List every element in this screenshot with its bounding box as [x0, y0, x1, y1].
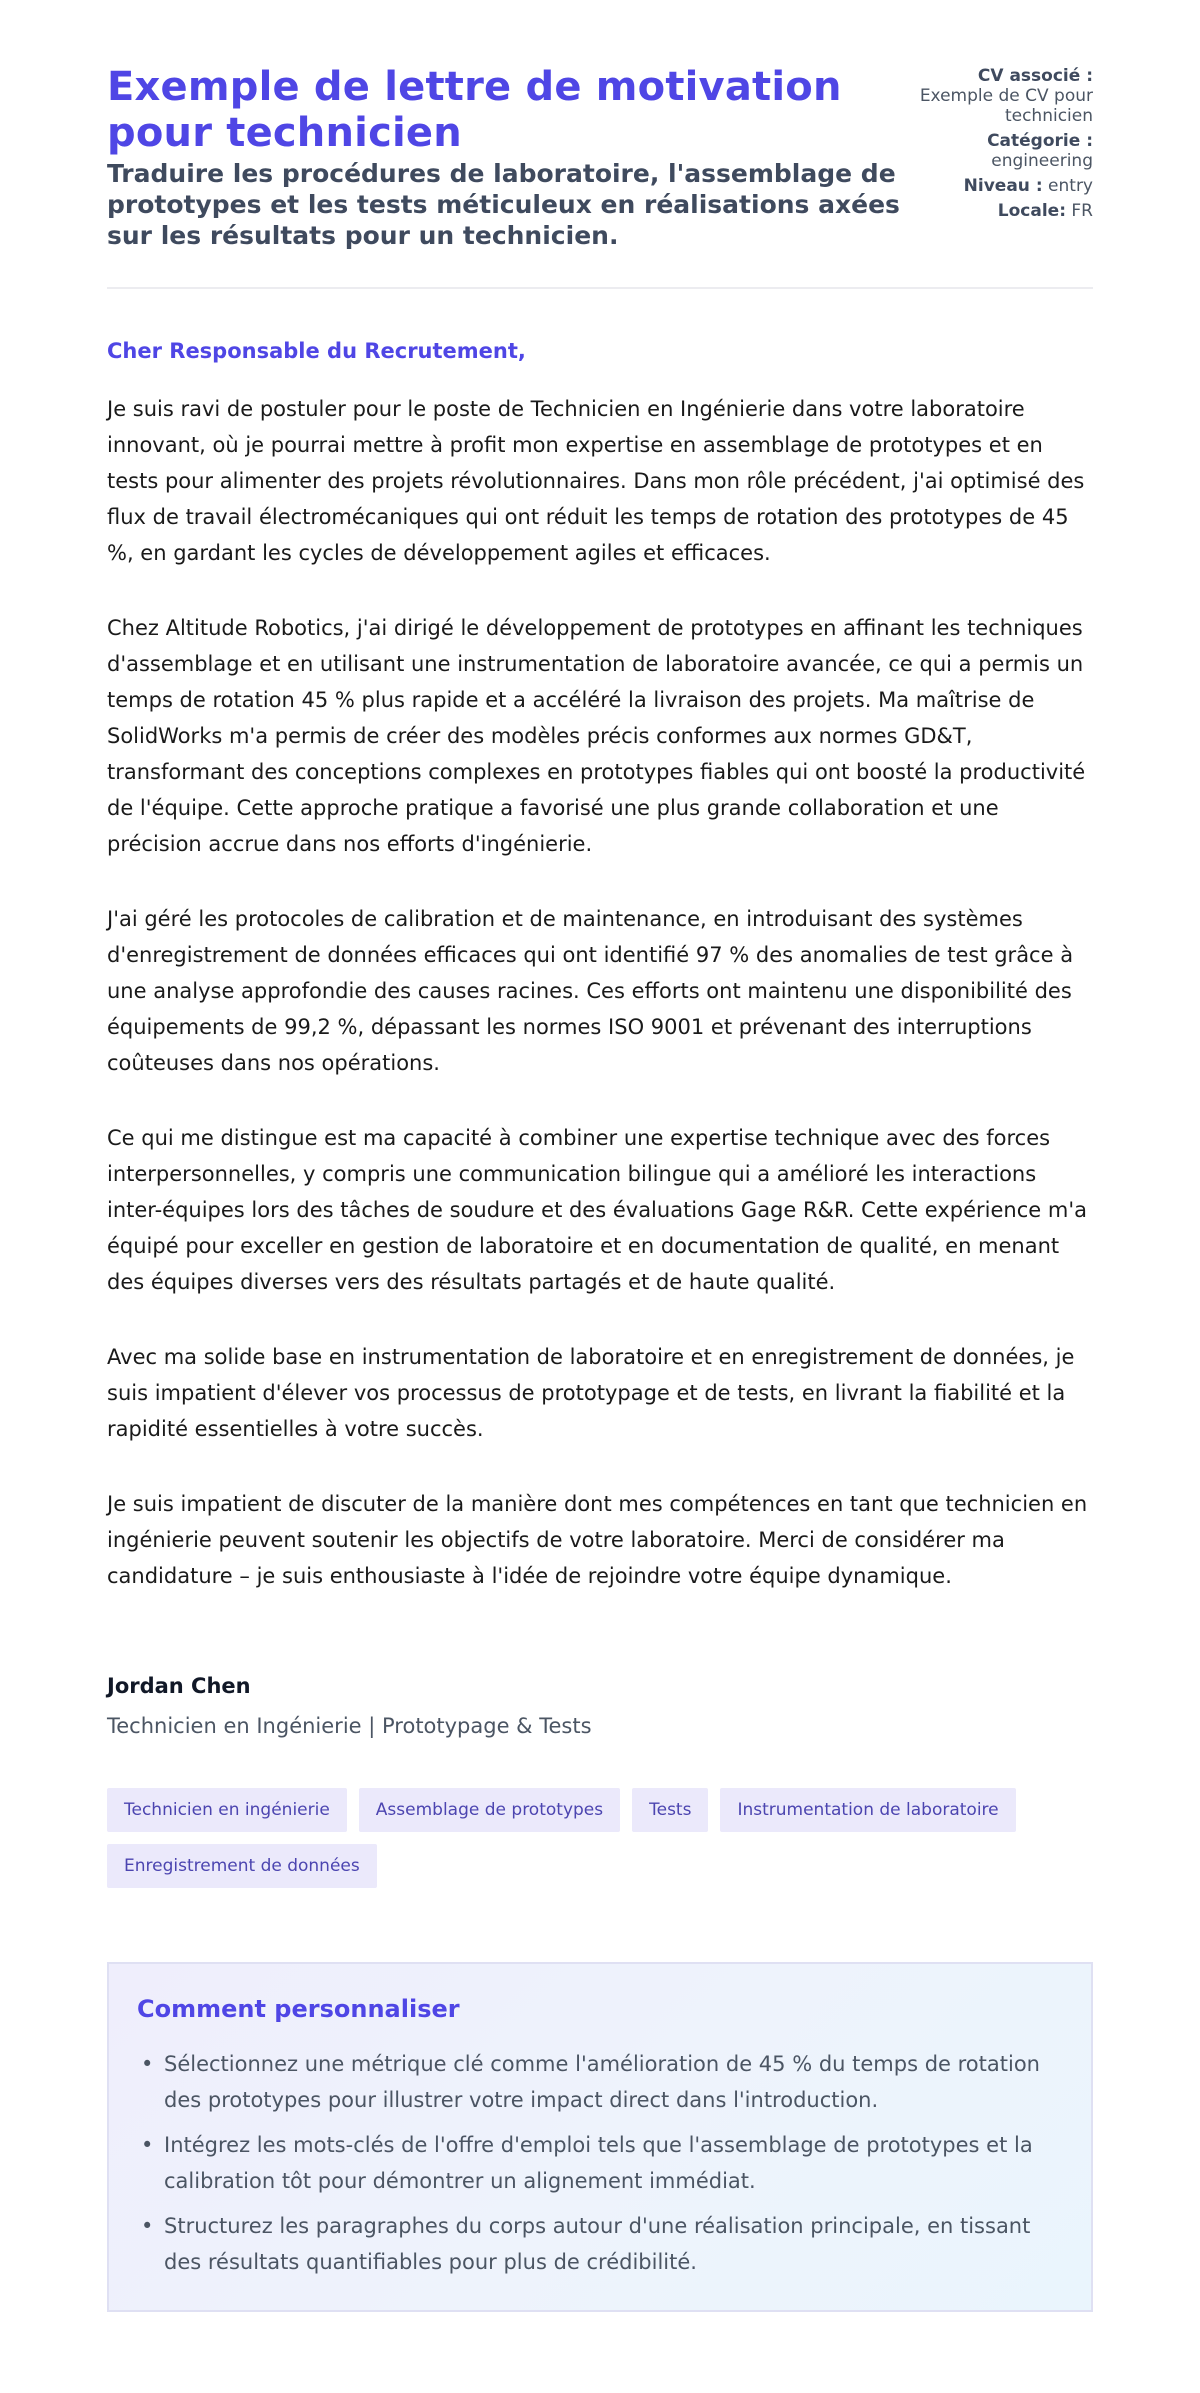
skill-tag[interactable]: Assemblage de prototypes	[359, 1788, 620, 1832]
bullet-icon: •	[141, 2214, 154, 2238]
skill-tag[interactable]: Instrumentation de laboratoire	[720, 1788, 1015, 1832]
page-header	[107, 64, 1093, 289]
meta-panel	[902, 64, 1093, 226]
tips-item	[137, 2046, 1063, 2118]
tips-item	[137, 2127, 1063, 2199]
skill-tags	[107, 1788, 1067, 1888]
letter-paragraph: Ce qui me distingue est ma capacité à combiner une expertise technique avec des forces interpersonnelles, y compris une communication bilingue qui a amélioré les interactions inter-équipes lors des tâches de soudure et des évaluations Gage R&R. Cette expérience m'a équipé pour exceller en gestion de laboratoire et en documentation de qualité, en menant des équipes diverses vers des résultats partagés et de haute qualité.	[107, 1126, 1087, 1294]
meta-category	[902, 131, 1093, 171]
meta-label: Niveau :	[963, 176, 1043, 196]
letter-paragraph: Chez Altitude Robotics, j'ai dirigé le développement de prototypes en affinant les techniques d'assemblage et en utilisant une instrumentation de laboratoire avancée, ce qui a permis un temps de rotation 45 % plus rapide et a accéléré la livraison des projets. Ma maîtrise de SolidWorks m'a permis de créer des modèles précis conformes aux normes GD&T, transformant des conceptions complexes en prototypes fiables qui ont boosté la productivité de l'équipe. Cette approche pratique a favorisé une plus grande collaboration et une précision accrue dans nos efforts d'ingénierie.	[107, 616, 1086, 856]
skill-tag[interactable]: Technicien en ingénierie	[107, 1788, 347, 1832]
signature-block	[107, 1672, 1093, 1740]
letter-paragraph: Avec ma solide base en instrumentation de laboratoire et en enregistrement de données, je suis impatient d'élever vos processus de prototypage et de tests, en livrant la fiabilité et la rapidité essentielles à votre succès.	[107, 1345, 1075, 1441]
meta-level	[902, 176, 1093, 196]
skill-tag[interactable]: Enregistrement de données	[107, 1844, 377, 1888]
meta-related-cv	[902, 66, 1093, 126]
signature-name: Jordan Chen	[107, 1674, 251, 1698]
letter-paragraph: Je suis impatient de discuter de la manière dont mes compétences en tant que technicien en ingénierie peuvent soutenir les objectifs de votre laboratoire. Merci de considérer ma candidature – je suis enthousiaste à l'idée de rejoindre votre équipe dynamique.	[107, 1492, 1088, 1588]
customization-tips-box	[107, 1962, 1093, 2312]
tips-title: Comment personnaliser	[137, 1995, 460, 2023]
meta-label: Locale:	[997, 201, 1066, 221]
letter-paragraph: J'ai géré les protocoles de calibration et de maintenance, en introduisant des systèmes d'enregistrement de données efficaces qui ont identifié 97 % des anomalies de test grâce à une analyse approfondie des causes racines. Ces efforts ont maintenu une disponibilité des équipements de 99,2 %, dépassant les normes ISO 9001 et prévenant des interruptions coûteuses dans nos opérations.	[107, 907, 1074, 1075]
tips-item-text: Structurez les paragraphes du corps autour d'une réalisation principale, en tissant des résultats quantifiables pour plus de crédibilité.	[164, 2214, 1031, 2274]
meta-value: engineering	[991, 151, 1093, 171]
page-title: Exemple de lettre de motivation pour technicien	[107, 64, 842, 156]
meta-locale	[902, 201, 1093, 221]
tips-list	[137, 2046, 1063, 2280]
meta-related-cv-link[interactable]: Exemple de CV pour technicien	[919, 86, 1093, 126]
tips-item	[137, 2208, 1063, 2280]
bullet-icon: •	[141, 2052, 154, 2076]
meta-label: Catégorie :	[987, 131, 1093, 151]
letter-paragraph: Je suis ravi de postuler pour le poste de Technicien en Ingénierie dans votre laboratoire innovant, où je pourrai mettre à profit mon expertise en assemblage de prototypes et en tests pour alimenter des projets révolutionnaires. Dans mon rôle précédent, j'ai optimisé des flux de travail électromécaniques qui ont réduit les temps de rotation des prototypes de 45 %, en gardant les cycles de développement agiles et efficaces.	[107, 397, 1085, 565]
meta-value: FR	[1071, 201, 1093, 221]
meta-value: entry	[1048, 176, 1093, 196]
bullet-icon: •	[141, 2133, 154, 2157]
tips-item-text: Sélectionnez une métrique clé comme l'amélioration de 45 % du temps de rotation des prototypes pour illustrer votre impact direct dans l'introduction.	[164, 2052, 1040, 2112]
letter-greeting: Cher Responsable du Recrutement,	[107, 339, 526, 363]
tips-item-text: Intégrez les mots-clés de l'offre d'emploi tels que l'assemblage de prototypes et la calibration tôt pour démontrer un alignement immédiat.	[164, 2133, 1033, 2193]
skill-tag[interactable]: Tests	[632, 1788, 708, 1832]
signature-title: Technicien en Ingénierie | Prototypage & Tests	[107, 1714, 592, 1738]
page-subtitle: Traduire les procédures de laboratoire, l'assemblage de prototypes et les tests méticuleux en réalisations axées sur les résultats pour un technicien.	[107, 159, 900, 250]
header-titles	[107, 64, 902, 251]
letter-body	[107, 289, 1093, 1594]
meta-label: CV associé :	[977, 66, 1093, 86]
